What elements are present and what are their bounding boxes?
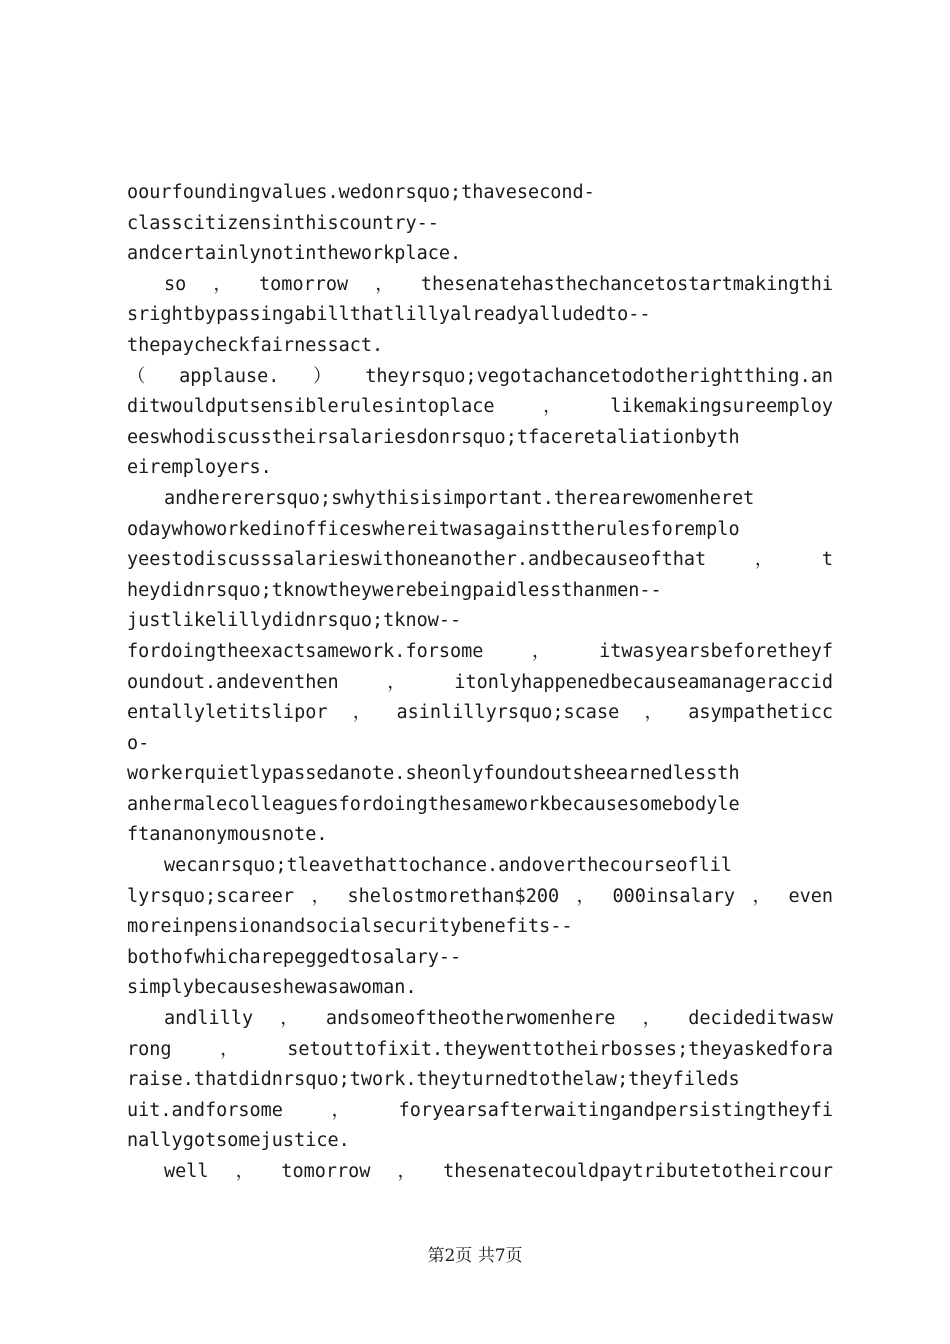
text-line: nallygotsomejustice. xyxy=(127,1130,350,1152)
text-line: ftananonymousnote. xyxy=(127,824,328,846)
text-line: oundout.andeventhen，itonlyhappenedbecauseamanageraccid xyxy=(127,671,833,693)
text-line: bothofwhicharepeggedtosalary-- xyxy=(127,946,462,968)
text-line: andhererersquo;swhythisisimportant.therearewomenheret xyxy=(164,487,755,509)
text-line: oourfoundingvalues.wedonrsquo;thavesecond- xyxy=(127,182,595,203)
text-line: simplybecauseshewasawoman. xyxy=(127,977,417,999)
text-line: rong，setouttofixit.theywenttotheirbosses;theyaskedfora xyxy=(127,1038,833,1060)
text-line: thepaycheckfairnessact. xyxy=(127,334,384,356)
page-footer: 第2页 共7页 xyxy=(427,1246,523,1266)
text-line: classcitizensinthiscountry-- xyxy=(127,212,439,234)
text-line: （applause.）theyrsquo;vegotachancetodotherightthing.an xyxy=(127,365,833,387)
text-line: lyrsquo;scareer，shelostmorethan$200，000insalary，even xyxy=(127,885,833,907)
text-line: fordoingtheexactsamework.forsome，itwasyearsbeforetheyf xyxy=(127,640,833,662)
text-line: uit.andforsome，foryearsafterwaitingandpersistingtheyfi xyxy=(127,1099,833,1121)
text-line: raise.thatdidnrsquo;twork.theyturnedtothelaw;theyfileds xyxy=(127,1069,740,1091)
text-line: odaywhoworkedinofficeswhereitwasagainsttherulesforemplo xyxy=(127,518,740,540)
text-line: entallyletitslipor，asinlillyrsquo;scase，asympatheticc xyxy=(127,702,833,724)
text-line: srightbypassingabillthatlillyalreadyalludedto-- xyxy=(127,304,651,326)
text-line: well，tomorrow，thesenatecouldpaytributetotheircour xyxy=(164,1161,833,1182)
text-line: o- xyxy=(127,732,150,754)
text-line: eeswhodiscusstheirsalariesdonrsquo;tfaceretaliationbyth xyxy=(127,426,740,448)
text-line: andlilly，andsomeoftheotherwomenhere，decideditwasw xyxy=(164,1008,833,1030)
text-line: heydidnrsquo;tknowtheywerebeingpaidlessthanmen-- xyxy=(127,579,662,601)
text-line: yeestodiscusssalarieswithoneanother.andbecauseofthat，t xyxy=(127,549,833,571)
text-line: eiremployers. xyxy=(127,457,272,479)
text-line: andcertainlynotintheworkplace. xyxy=(127,243,462,265)
text-line: ditwouldputsensiblerulesintoplace，likemakingsureemploy xyxy=(127,396,833,418)
text-line: moreinpensionandsocialsecuritybenefits-- xyxy=(127,916,573,938)
text-line: so，tomorrow，thesenatehasthechancetostartmakingthi xyxy=(164,273,833,295)
text-line: anhermalecolleaguesfordoingthesameworkbecausesomebodyle xyxy=(127,793,740,815)
text-line: workerquietlypassedanote.sheonlyfoundoutsheearnedlessth xyxy=(127,763,740,785)
document-body xyxy=(127,178,833,1188)
text-line: justlikelillydidnrsquo;tknow-- xyxy=(127,610,462,632)
text-line: wecanrsquo;tleavethattochance.andoverthecourseoflil xyxy=(164,855,733,877)
